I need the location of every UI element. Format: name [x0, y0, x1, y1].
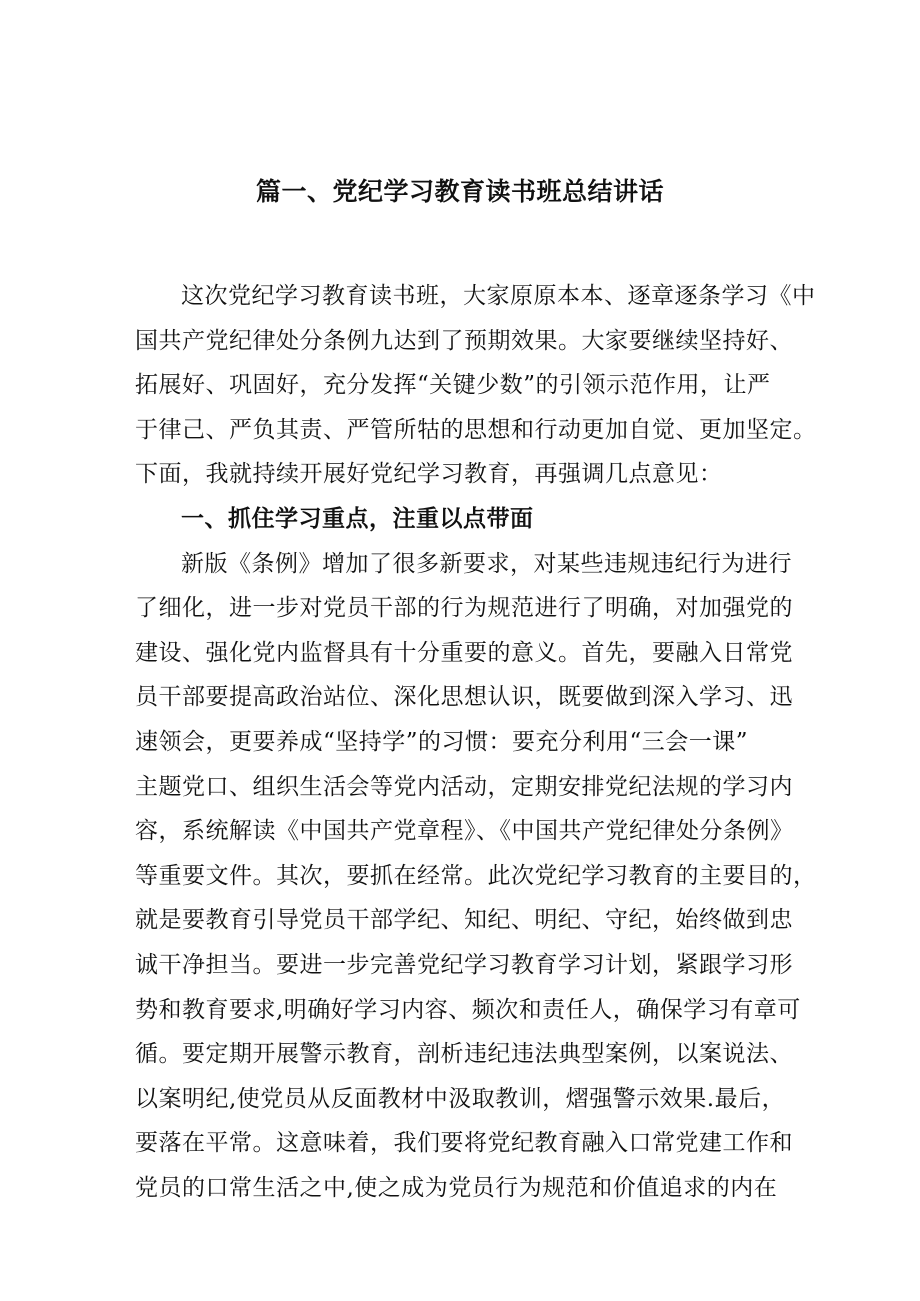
- paragraph-line: 这次党纪学习教育读书班，大家原原本本、逐章逐条学习《中: [181, 283, 816, 309]
- paragraph-line: 诚干净担当。要进一步完善党纪学习教育学习计划，紧跟学习形: [135, 951, 793, 978]
- paragraph-line: 建设、强化党内监督具有十分重要的意义。首先，要融入日常党: [135, 639, 793, 666]
- paragraph-line: 要落在平常。这意味着，我们要将党纪教育融入口常党建工作和: [135, 1130, 793, 1157]
- paragraph-line: 于律己、严负其责、严管所牯的思想和行动更加自觉、更加坚定。: [135, 416, 817, 443]
- paragraph-line: 就是要教育引导党员干部学纪、知纪、明纪、守纪，始终做到忠: [135, 907, 793, 934]
- paragraph-line: 党员的口常生活之中,使之成为党员行为规范和价值追求的内在: [135, 1174, 778, 1201]
- paragraph-line: 容，系统解读《中国共产党章程》、《中国共产党纪律处分条例》: [135, 818, 794, 845]
- paragraph-line: 速领会，更要养成“坚持学”的习惯：要充分利用“三会一课”: [135, 728, 749, 755]
- paragraph-line: 国共产党纪律处分条例九达到了预期效果。大家要继续坚持好、: [135, 327, 793, 354]
- paragraph-line: 了细化，进一步对党员干部的行为规范进行了明确，对加强党的: [135, 595, 793, 622]
- paragraph-line: 员干部要提高政治站位、深化思想认识，既要做到深入学习、迅: [135, 684, 793, 711]
- paragraph-line: 主题党口、组织生活会等党内活动，定期安排党纪法规的学习内: [135, 773, 793, 800]
- document-title: 篇一、党纪学习教育读书班总结讲话: [255, 177, 664, 206]
- paragraph-line: 势和教育要求,明确好学习内容、频次和责任人，确保学习有章可: [135, 996, 801, 1023]
- document-body: [135, 274, 817, 1210]
- paragraph-line: 下面，我就持续开展好党纪学习教育，再强调几点意见：: [135, 461, 723, 488]
- paragraph-line: 以案明纪,使党员从反面教材中汲取教训，熠强警示效果.最后，: [135, 1085, 786, 1112]
- paragraph-line: 循。要定期开展警示教育，剖析违纪违法典型案例，以案说法、: [135, 1041, 793, 1068]
- paragraph-line: 拓展好、巩固好，充分发挥“关键少数”的引领示范作用，让严: [135, 372, 771, 399]
- paragraph-line: 新版《条例》增加了很多新要求，对某些违规违纪行为进行: [181, 550, 792, 577]
- paragraph-line: 等重要文件。其次，要抓在经常。此次党纪学习教育的主要目的，: [135, 862, 817, 889]
- section-heading: 一、抓住学习重点，注重以点带面: [181, 504, 534, 532]
